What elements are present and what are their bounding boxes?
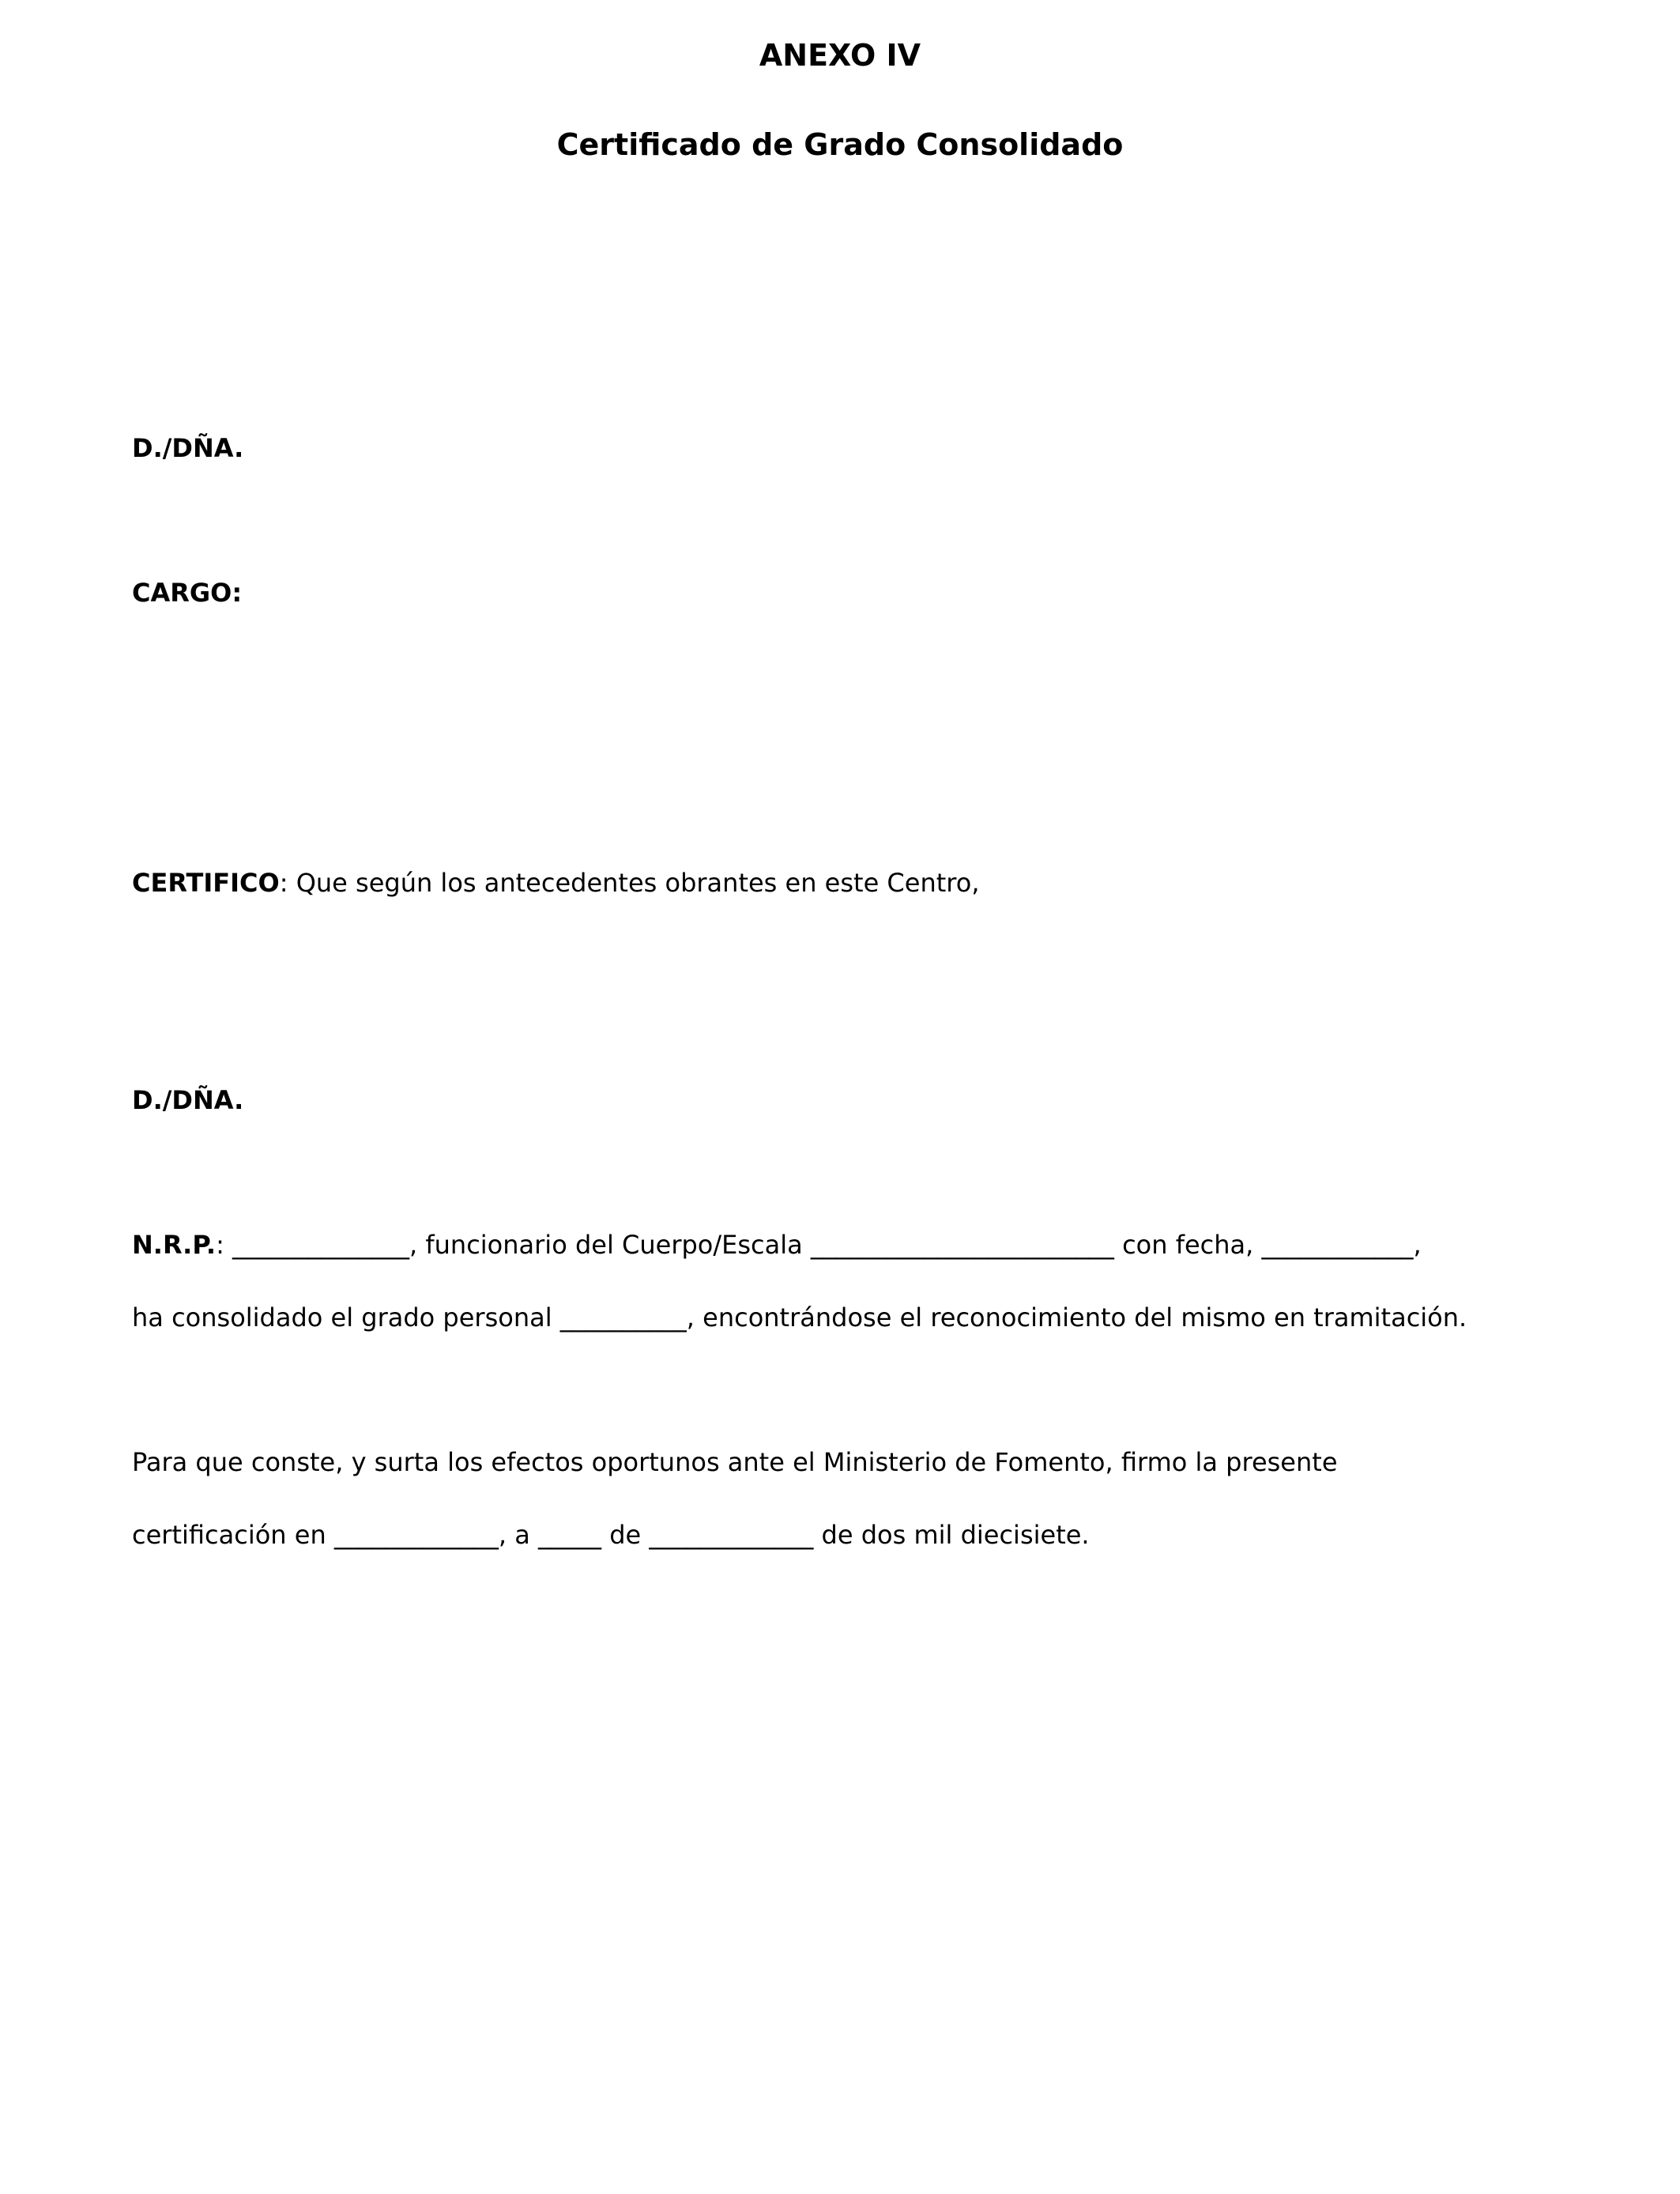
- name-field-label-1: D./DÑA.: [132, 433, 244, 463]
- grade-line: ha consolidado el grado personal __________, encontrándose el reconocimiento del mismo en tramitación.: [132, 1302, 1467, 1333]
- nrp-label: N.R.P.: [132, 1230, 217, 1260]
- certifico-label: CERTIFICO: [132, 868, 280, 898]
- certificate-title: Certificado de Grado Consolidado: [556, 127, 1124, 162]
- position-field-label: CARGO:: [132, 578, 243, 608]
- certifico-text: : Que según los antecedentes obrantes en este Centro,: [279, 868, 980, 898]
- closing-line-2: certificación en _____________, a _____ de _____________ de dos mil diecisiete.: [132, 1520, 1090, 1550]
- annex-title: ANEXO IV: [759, 38, 921, 73]
- closing-line-1: Para que conste, y surta los efectos oportunos ante el Ministerio de Fomento, firmo la presente: [132, 1447, 1338, 1477]
- certifico-line: [132, 865, 979, 900]
- nrp-text: : ______________, funcionario del Cuerpo/Escala ________________________ con fecha, ____________,: [216, 1230, 1422, 1260]
- name-field-label-2: D./DÑA.: [132, 1085, 244, 1115]
- nrp-line: [132, 1227, 1422, 1262]
